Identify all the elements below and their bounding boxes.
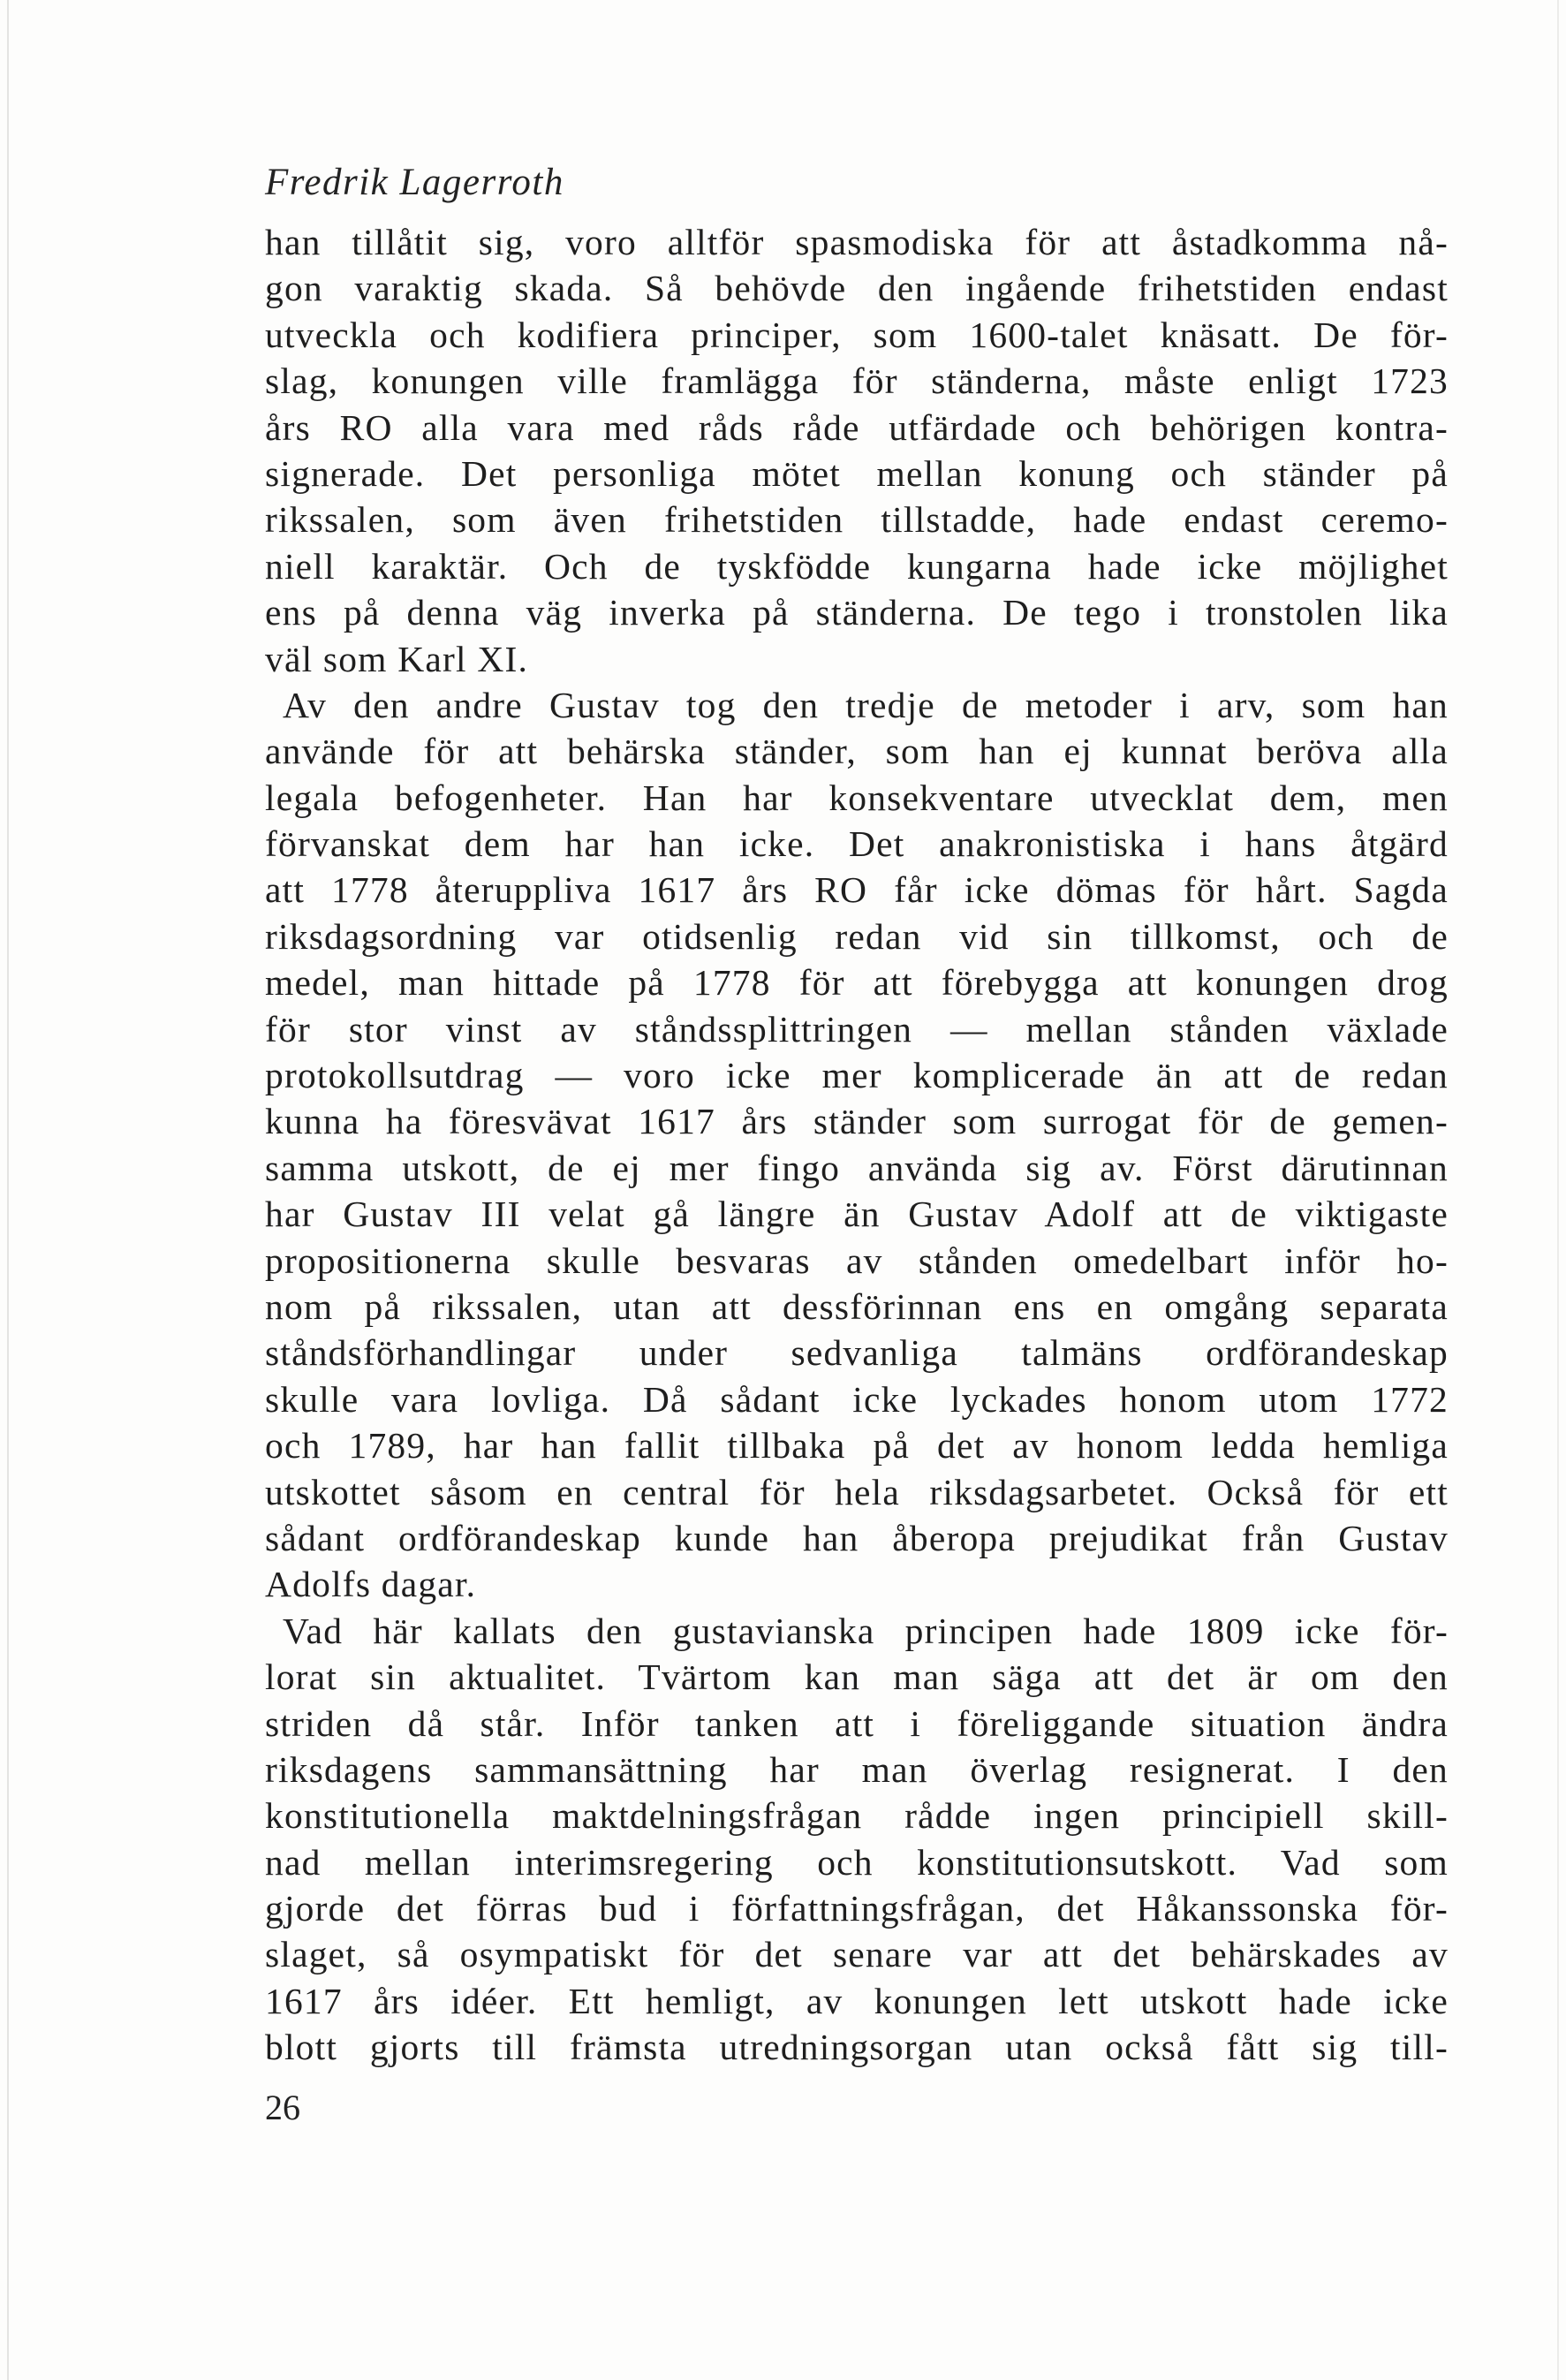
text-line: kunna ha föresvävat 1617 års ständer som surrogat för de gemen- [265,1101,1449,1142]
text-line: nad mellan interimsregering och konstitutionsutskott. Vad som [265,1841,1449,1883]
text-line: niell karaktär. Och de tyskfödde kungarna hade icke möjlighet [265,545,1449,587]
text-line: att 1778 återuppliva 1617 års RO får icke dömas för hårt. Sagda [265,869,1449,911]
text-line: legala befogenheter. Han har konsekventare utvecklat dem, men [265,777,1449,818]
text-line: väl som Karl XI. [265,638,529,679]
text-line: sådant ordförandeskap kunde han åberopa prejudikat från Gustav [265,1517,1449,1558]
text-line: blott gjorts till främsta utredningsorgan utan också fått sig till- [265,2027,1449,2068]
text-line: har Gustav III velat gå längre än Gustav Adolf att de viktigaste [265,1194,1449,1235]
text-line: utskottet såsom en central för hela riksdagsarbetet. Också för ett [265,1471,1449,1512]
text-line: utveckla och kodifiera principer, som 1600-talet knäsatt. De för- [265,314,1449,355]
text-line: Vad här kallats den gustavianska principen hade 1809 icke för- [283,1610,1449,1651]
text-line: förvanskat dem har han icke. Det anakronistiska i hans åtgärd [265,823,1449,865]
text-line: nom på rikssalen, utan att dessförinnan ens en omgång separata [265,1285,1449,1327]
text-line: riksdagens sammansättning har man överlag resignerat. I den [265,1748,1449,1790]
text-line: rikssalen, som även frihetstiden tillstadde, hade endast ceremo- [265,499,1449,541]
text-line: ståndsförhandlingar under sedvanliga talmäns ordförandeskap [265,1332,1449,1374]
text-line: propositionerna skulle besvaras av stånden omedelbart inför ho- [265,1239,1449,1281]
text-line: samma utskott, de ej mer fingo använda sig av. Först därutinnan [265,1147,1449,1188]
page-number: 26 [265,2088,300,2127]
text-line: lorat sin aktualitet. Tvärtom kan man säga att det är om den [265,1656,1449,1698]
text-line: skulle vara lovliga. Då sådant icke lyckades honom utom 1772 [265,1378,1449,1420]
text-line: medel, man hittade på 1778 för att förebygga att konungen drog [265,962,1449,1004]
running-head: Fredrik Lagerroth [265,162,564,203]
text-line: konstitutionella maktdelningsfrågan rådde ingen principiell skill- [265,1795,1449,1837]
text-line: års RO alla vara med råds råde utfärdade och behörigen kontra- [265,406,1449,448]
text-line: Adolfs dagar. [265,1564,477,1605]
text-line: ens på denna väg inverka på ständerna. De tego i tronstolen lika [265,592,1449,633]
text-line: signerade. Det personliga mötet mellan konung och ständer på [265,452,1449,494]
text-line: riksdagsordning var otidsenlig redan vid sin tillkomst, och de [265,915,1449,957]
body-text [265,219,1449,2071]
text-line: för stor vinst av ståndssplittringen — mellan stånden växlade [265,1008,1449,1050]
text-line: och 1789, har han fallit tillbaka på det av honom ledda hemliga [265,1425,1449,1467]
text-line: slaget, så osympatiskt för det senare var att det behärskades av [265,1934,1449,1975]
text-line: protokollsutdrag — voro icke mer komplicerade än att de redan [265,1055,1449,1096]
text-line: striden då står. Inför tanken att i föreliggande situation ändra [265,1702,1449,1744]
text-line: slag, konungen ville framlägga för ständerna, måste enligt 1723 [265,360,1449,402]
text-line: han tillåtit sig, voro alltför spasmodiska för att åstadkomma nå- [265,222,1449,262]
text-line: använde för att behärska ständer, som han ej kunnat beröva alla [265,731,1449,772]
text-line: Av den andre Gustav tog den tredje de metoder i arv, som han [283,684,1449,725]
text-line: 1617 års idéer. Ett hemligt, av konungen lett utskott hade icke [265,1980,1449,2021]
text-line: gon varaktig skada. Så behövde den ingående frihetstiden endast [265,268,1449,309]
text-line: gjorde det förras bud i författningsfrågan, det Håkanssonska för- [265,1888,1449,1929]
